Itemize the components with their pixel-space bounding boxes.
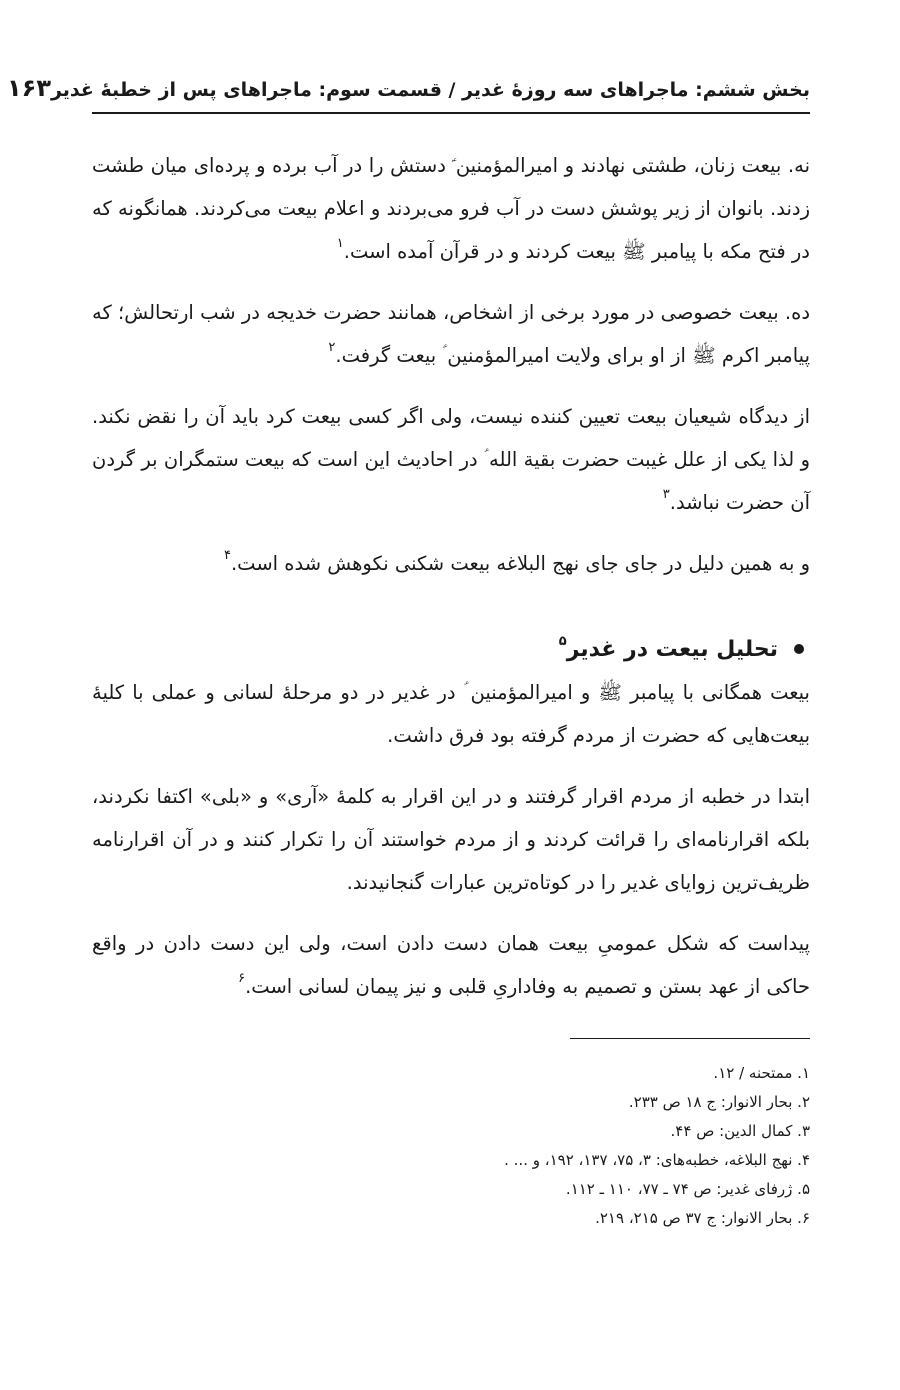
footnote-reference: ۵ (558, 633, 567, 649)
book-page (7, 62, 810, 1233)
footnote-item: ۶. بحار الانوار: ج ۳۷ ص ۲۱۵، ۲۱۹. (595, 1209, 810, 1227)
footnote-reference: ۳ (662, 487, 670, 502)
footnote-reference: ۴ (224, 548, 231, 563)
paragraph (92, 144, 810, 273)
body-text (92, 144, 810, 1008)
paragraph-text: بیعت همگانی با پیامبر ﷺ و امیرالمؤمنین ؑ در غدیر در دو مرحلهٔ لسانی و عملی با کلیهٔ بیعت‌هایی که حضرت از مردم گرفته بود فرق داشت. (92, 681, 810, 747)
footnote-item: ۲. بحار الانوار: ج ۱۸ ص ۲۳۳. (628, 1093, 810, 1111)
paragraph (92, 542, 810, 585)
section-heading (92, 627, 810, 671)
footnote-item: ۳. کمال الدین: ص ۴۴. (670, 1122, 810, 1140)
paragraph (92, 395, 810, 524)
footnote-reference: ۶ (238, 971, 246, 986)
footnote-item: ۵. ژرفای غدیر: ص ۷۴ ـ ۷۷، ۱۱۰ ـ ۱۱۲. (565, 1180, 810, 1198)
footnote-item: ۴. نهج البلاغه، خطبه‌های: ۳، ۷۵، ۱۳۷، ۱۹۲، و ... . (504, 1151, 810, 1169)
footnote-reference: ۱ (336, 236, 344, 251)
section-heading-text (558, 633, 778, 662)
paragraph-text: و به همین دلیل در جای جای نهج البلاغه بیعت شکنی نکوهش شده است. (230, 552, 810, 575)
paragraph-text: نه. بیعت زنان، طشتی نهادند و امیرالمؤمنین ؑ دستش را در آب برده و پرده‌ای میان طشت زدند. بانوان از زیر پوشش دست در آب فرو می‌بردند و اعلام بیعت می‌کردند. همانگونه که در فتح مکه با پیامبر ﷺ بیعت کردند و در قرآن آمده است. (92, 154, 810, 263)
paragraph-text: ابتدا در خطبه از مردم اقرار گرفتند و در این اقرار به کلمهٔ «آری» و «بلی» اکتفا نکردند، بلکه اقرارنامه‌ای را قرائت کردند و از مردم خواستند آن را تکرار کنند و در آن اقرارنامه ظریف‌ترین زوایای غدیر را در کوتاه‌ترین عبارات گنجانیدند. (92, 785, 810, 894)
footnotes-list (92, 1059, 810, 1233)
paragraph-text: ده. بیعت خصوصی در مورد برخی از اشخاص، همانند حضرت خدیجه در شب ارتحالش؛ که پیامبر اکرم ﷺ از او برای ولایت امیرالمؤمنین ؑ بیعت گرفت. (92, 301, 810, 367)
running-title: بخش ششم: ماجراهای سه روزهٔ غدیر / قسمت سوم: ماجراهای پس از خطبهٔ غدیر (50, 79, 810, 101)
paragraph-text: از دیدگاه شیعیان بیعت تعیین کننده نیست، ولی اگر کسی بیعت کرد باید آن را نقض نکند. و لذا یکی از علل غیبت حضرت بقیة الله ؑ در احادیث این است که بیعت ستمگران بر گردن آن حضرت نباشد. (92, 405, 810, 514)
paragraph (92, 922, 810, 1008)
paragraph-text: پیداست که شکل عمومیِ بیعت همان دست دادن است، ولی این دست دادن در واقع حاکی از عهد بستن و تصمیم به وفاداریِ قلبی و نیز پیمان لسانی است. (92, 932, 810, 998)
paragraph (92, 775, 810, 904)
footnote-separator (570, 1038, 810, 1039)
page-number: ۱۶۳ (7, 74, 51, 102)
footnote-item: ۱. ممتحنه / ۱۲. (713, 1064, 810, 1082)
paragraph (92, 671, 810, 757)
paragraph (92, 291, 810, 377)
footnote-reference: ۲ (328, 340, 336, 355)
running-header (7, 62, 810, 114)
section-title: تحلیل بیعت در غدیر (566, 636, 778, 662)
bullet-icon (794, 644, 804, 654)
